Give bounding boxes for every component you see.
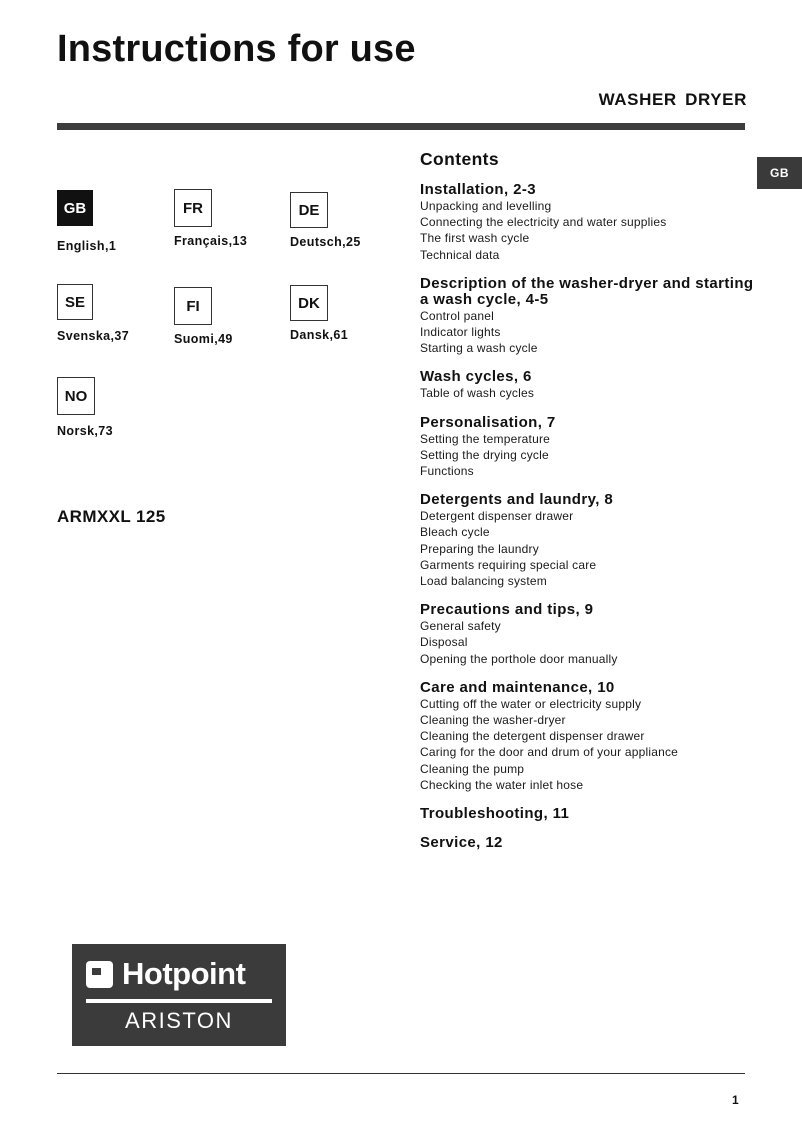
toc-item[interactable]: Setting the drying cycle: [420, 447, 549, 462]
toc-item[interactable]: The first wash cycle: [420, 231, 530, 246]
toc-section: [420, 276, 755, 357]
toc-item[interactable]: Checking the water inlet hose: [420, 777, 584, 792]
language-code-box: NO: [57, 377, 95, 415]
language-item-no[interactable]: [57, 377, 177, 438]
logo-divider: [86, 999, 272, 1003]
toc-item[interactable]: Opening the porthole door manually: [420, 651, 618, 666]
toc-item[interactable]: Garments requiring special care: [420, 557, 597, 572]
contents-title: Contents: [420, 149, 500, 169]
toc-item[interactable]: Unpacking and levelling: [420, 199, 552, 213]
logo-brand-line1: Hotpoint: [122, 956, 246, 991]
language-code-box: SE: [57, 284, 93, 320]
language-code-box: GB: [57, 190, 93, 226]
language-item-fi[interactable]: [174, 287, 294, 346]
toc-section-heading[interactable]: Personalisation, 7: [420, 413, 556, 431]
brand-logo: [72, 944, 286, 1046]
language-label: Français,13: [174, 234, 248, 248]
toc-item[interactable]: Technical data: [420, 247, 500, 262]
toc-item[interactable]: Cleaning the washer-dryer: [420, 713, 566, 728]
language-code-box: DE: [290, 192, 328, 228]
table-of-contents: [420, 149, 755, 864]
toc-item[interactable]: Starting a wash cycle: [420, 341, 538, 356]
toc-item-list: [420, 431, 755, 480]
language-code-box: FI: [174, 287, 212, 325]
toc-item-list: [420, 198, 755, 263]
toc-section: [420, 806, 755, 822]
toc-section-heading[interactable]: Precautions and tips, 9: [420, 601, 594, 619]
language-label: Suomi,49: [174, 332, 233, 346]
language-label: Svenska,37: [57, 329, 130, 343]
toc-item-list: [420, 696, 755, 793]
toc-section: [420, 369, 755, 401]
toc-section-heading[interactable]: Installation, 2-3: [420, 181, 536, 198]
language-label: Norsk,73: [57, 424, 114, 438]
toc-item[interactable]: Indicator lights: [420, 325, 501, 340]
model-number: ARMXXL 125: [57, 507, 166, 526]
toc-section: [420, 835, 755, 851]
toc-item[interactable]: Bleach cycle: [420, 525, 490, 540]
toc-item[interactable]: Functions: [420, 464, 474, 479]
toc-item[interactable]: Control panel: [420, 308, 494, 323]
toc-item[interactable]: Cleaning the pump: [420, 761, 525, 776]
language-code-box: FR: [174, 189, 212, 227]
toc-section: [420, 492, 755, 589]
language-label: Deutsch,25: [290, 235, 361, 249]
language-label: English,1: [57, 239, 117, 253]
toc-section-heading[interactable]: Service, 12: [420, 834, 503, 852]
toc-section-heading[interactable]: Care and maintenance, 10: [420, 678, 615, 696]
brand-square-icon: [86, 961, 113, 988]
footer-rule: [57, 1073, 745, 1074]
contents-sections: [420, 182, 755, 851]
page-number: 1: [732, 1093, 739, 1107]
toc-item[interactable]: Load balancing system: [420, 574, 547, 589]
product-type: WASHER DRYER: [598, 90, 747, 109]
toc-section-heading[interactable]: Description of the washer-dryer and starting a wash cycle, 4-5: [420, 274, 754, 308]
toc-item[interactable]: Detergent dispenser drawer: [420, 509, 574, 524]
logo-brand-line2: ARISTON: [125, 1008, 233, 1033]
toc-section: [420, 182, 755, 263]
language-side-tab: GB: [757, 157, 802, 189]
toc-item[interactable]: Setting the temperature: [420, 431, 551, 446]
language-item-de[interactable]: [290, 192, 410, 249]
toc-section: [420, 602, 755, 667]
page-title: Instructions for use: [57, 28, 416, 70]
toc-section-heading[interactable]: Troubleshooting, 11: [420, 805, 570, 823]
language-item-fr[interactable]: [174, 189, 294, 248]
toc-item[interactable]: Caring for the door and drum of your appliance: [420, 745, 679, 760]
toc-item[interactable]: Disposal: [420, 635, 468, 650]
language-label: Dansk,61: [290, 328, 349, 342]
toc-item[interactable]: Table of wash cycles: [420, 386, 535, 401]
toc-section: [420, 680, 755, 793]
toc-section-heading[interactable]: Wash cycles, 6: [420, 368, 532, 386]
language-code-box: DK: [290, 285, 328, 321]
header-rule: [57, 123, 745, 130]
toc-item-list: [420, 385, 755, 401]
toc-item-list: [420, 308, 755, 357]
toc-section-heading[interactable]: Detergents and laundry, 8: [420, 491, 614, 509]
toc-item[interactable]: General safety: [420, 619, 501, 634]
language-item-dk[interactable]: [290, 285, 410, 342]
toc-item-list: [420, 618, 755, 667]
toc-item[interactable]: Cutting off the water or electricity supply: [420, 696, 642, 711]
language-item-se[interactable]: [57, 284, 177, 343]
toc-item[interactable]: Connecting the electricity and water supplies: [420, 215, 667, 230]
logo-top-row: [86, 957, 245, 991]
toc-item[interactable]: Cleaning the detergent dispenser drawer: [420, 729, 645, 744]
language-item-gb[interactable]: [57, 190, 177, 253]
toc-item[interactable]: Preparing the laundry: [420, 541, 539, 556]
toc-item-list: [420, 508, 755, 589]
toc-section: [420, 415, 755, 480]
